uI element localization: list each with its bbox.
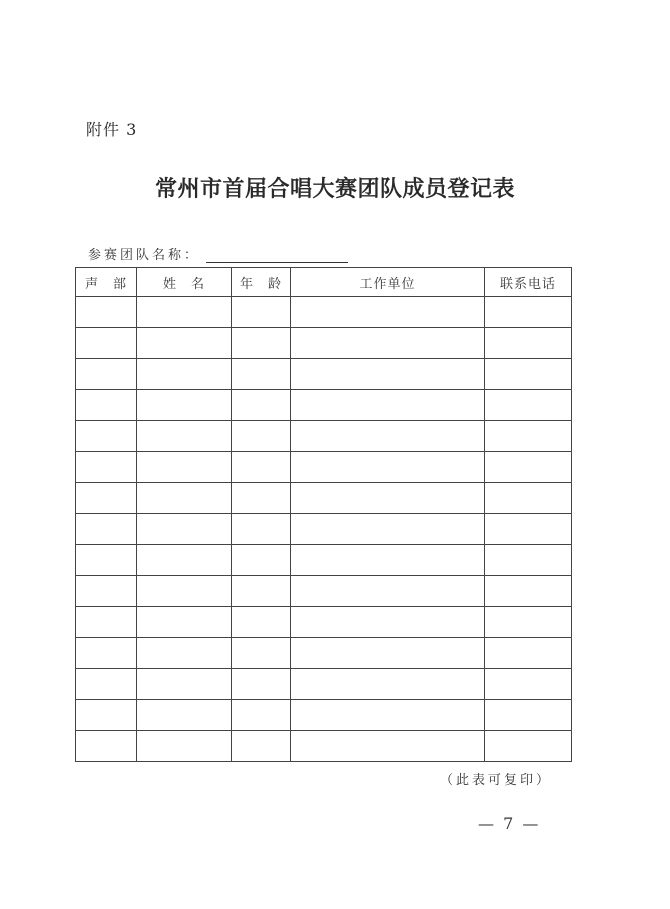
- table-row: [76, 638, 572, 669]
- cell-phone[interactable]: [485, 483, 572, 514]
- cell-workplace[interactable]: [291, 390, 485, 421]
- cell-workplace[interactable]: [291, 483, 485, 514]
- table-header-row: [76, 268, 572, 297]
- table-row: [76, 700, 572, 731]
- table-row: [76, 731, 572, 762]
- column-header-phone: 联系电话: [485, 268, 572, 297]
- cell-name[interactable]: [137, 452, 232, 483]
- cell-phone[interactable]: [485, 328, 572, 359]
- cell-name[interactable]: [137, 390, 232, 421]
- page-number: — 7 —: [478, 814, 541, 833]
- table-row: [76, 545, 572, 576]
- cell-workplace[interactable]: [291, 297, 485, 328]
- cell-name[interactable]: [137, 297, 232, 328]
- team-name-field: [88, 244, 348, 263]
- cell-age[interactable]: [232, 328, 291, 359]
- column-header-name: 姓 名: [137, 268, 232, 297]
- cell-age[interactable]: [232, 545, 291, 576]
- cell-voice-part[interactable]: [76, 700, 137, 731]
- cell-phone[interactable]: [485, 297, 572, 328]
- cell-phone[interactable]: [485, 514, 572, 545]
- cell-phone[interactable]: [485, 607, 572, 638]
- cell-age[interactable]: [232, 297, 291, 328]
- cell-voice-part[interactable]: [76, 483, 137, 514]
- cell-phone[interactable]: [485, 576, 572, 607]
- table-row: [76, 483, 572, 514]
- cell-age[interactable]: [232, 359, 291, 390]
- cell-age[interactable]: [232, 576, 291, 607]
- cell-phone[interactable]: [485, 545, 572, 576]
- table-row: [76, 297, 572, 328]
- cell-voice-part[interactable]: [76, 328, 137, 359]
- cell-voice-part[interactable]: [76, 421, 137, 452]
- attachment-label: 附件 3: [86, 120, 138, 139]
- cell-age[interactable]: [232, 607, 291, 638]
- cell-workplace[interactable]: [291, 607, 485, 638]
- cell-voice-part[interactable]: [76, 452, 137, 483]
- cell-phone[interactable]: [485, 638, 572, 669]
- cell-age[interactable]: [232, 452, 291, 483]
- cell-age[interactable]: [232, 514, 291, 545]
- cell-workplace[interactable]: [291, 700, 485, 731]
- cell-voice-part[interactable]: [76, 669, 137, 700]
- member-registration-table: [75, 267, 572, 762]
- cell-phone[interactable]: [485, 452, 572, 483]
- cell-workplace[interactable]: [291, 638, 485, 669]
- cell-name[interactable]: [137, 669, 232, 700]
- cell-voice-part[interactable]: [76, 297, 137, 328]
- cell-voice-part[interactable]: [76, 638, 137, 669]
- cell-name[interactable]: [137, 421, 232, 452]
- cell-workplace[interactable]: [291, 514, 485, 545]
- cell-voice-part[interactable]: [76, 359, 137, 390]
- cell-name[interactable]: [137, 731, 232, 762]
- cell-voice-part[interactable]: [76, 390, 137, 421]
- cell-voice-part[interactable]: [76, 731, 137, 762]
- cell-phone[interactable]: [485, 390, 572, 421]
- table-row: [76, 607, 572, 638]
- cell-name[interactable]: [137, 576, 232, 607]
- cell-name[interactable]: [137, 700, 232, 731]
- cell-name[interactable]: [137, 328, 232, 359]
- cell-workplace[interactable]: [291, 669, 485, 700]
- column-header-workplace: 工作单位: [291, 268, 485, 297]
- cell-age[interactable]: [232, 731, 291, 762]
- column-header-age: 年 龄: [232, 268, 291, 297]
- table-row: [76, 421, 572, 452]
- cell-voice-part[interactable]: [76, 514, 137, 545]
- cell-voice-part[interactable]: [76, 545, 137, 576]
- cell-age[interactable]: [232, 421, 291, 452]
- cell-phone[interactable]: [485, 359, 572, 390]
- cell-name[interactable]: [137, 483, 232, 514]
- document-title: 常州市首届合唱大赛团队成员登记表: [154, 176, 515, 202]
- cell-voice-part[interactable]: [76, 607, 137, 638]
- cell-name[interactable]: [137, 607, 232, 638]
- cell-workplace[interactable]: [291, 359, 485, 390]
- cell-age[interactable]: [232, 669, 291, 700]
- table-row: [76, 359, 572, 390]
- cell-phone[interactable]: [485, 669, 572, 700]
- cell-name[interactable]: [137, 545, 232, 576]
- table-row: [76, 669, 572, 700]
- column-header-voice-part: 声 部: [76, 268, 137, 297]
- cell-phone[interactable]: [485, 731, 572, 762]
- cell-name[interactable]: [137, 514, 232, 545]
- cell-voice-part[interactable]: [76, 576, 137, 607]
- team-name-label: 参赛团队名称：: [88, 248, 201, 263]
- team-name-blank[interactable]: [206, 246, 348, 263]
- cell-name[interactable]: [137, 638, 232, 669]
- table-body: [76, 297, 572, 762]
- cell-age[interactable]: [232, 390, 291, 421]
- cell-workplace[interactable]: [291, 452, 485, 483]
- table-row: [76, 576, 572, 607]
- table-row: [76, 514, 572, 545]
- cell-workplace[interactable]: [291, 576, 485, 607]
- cell-age[interactable]: [232, 700, 291, 731]
- table-row: [76, 390, 572, 421]
- table-row: [76, 328, 572, 359]
- cell-age[interactable]: [232, 638, 291, 669]
- cell-workplace[interactable]: [291, 731, 485, 762]
- cell-age[interactable]: [232, 483, 291, 514]
- cell-name[interactable]: [137, 359, 232, 390]
- cell-phone[interactable]: [485, 421, 572, 452]
- cell-workplace[interactable]: [291, 328, 485, 359]
- cell-workplace[interactable]: [291, 545, 485, 576]
- cell-phone[interactable]: [485, 700, 572, 731]
- cell-workplace[interactable]: [291, 421, 485, 452]
- table-row: [76, 452, 572, 483]
- photocopy-note: （此表可复印）: [440, 773, 553, 788]
